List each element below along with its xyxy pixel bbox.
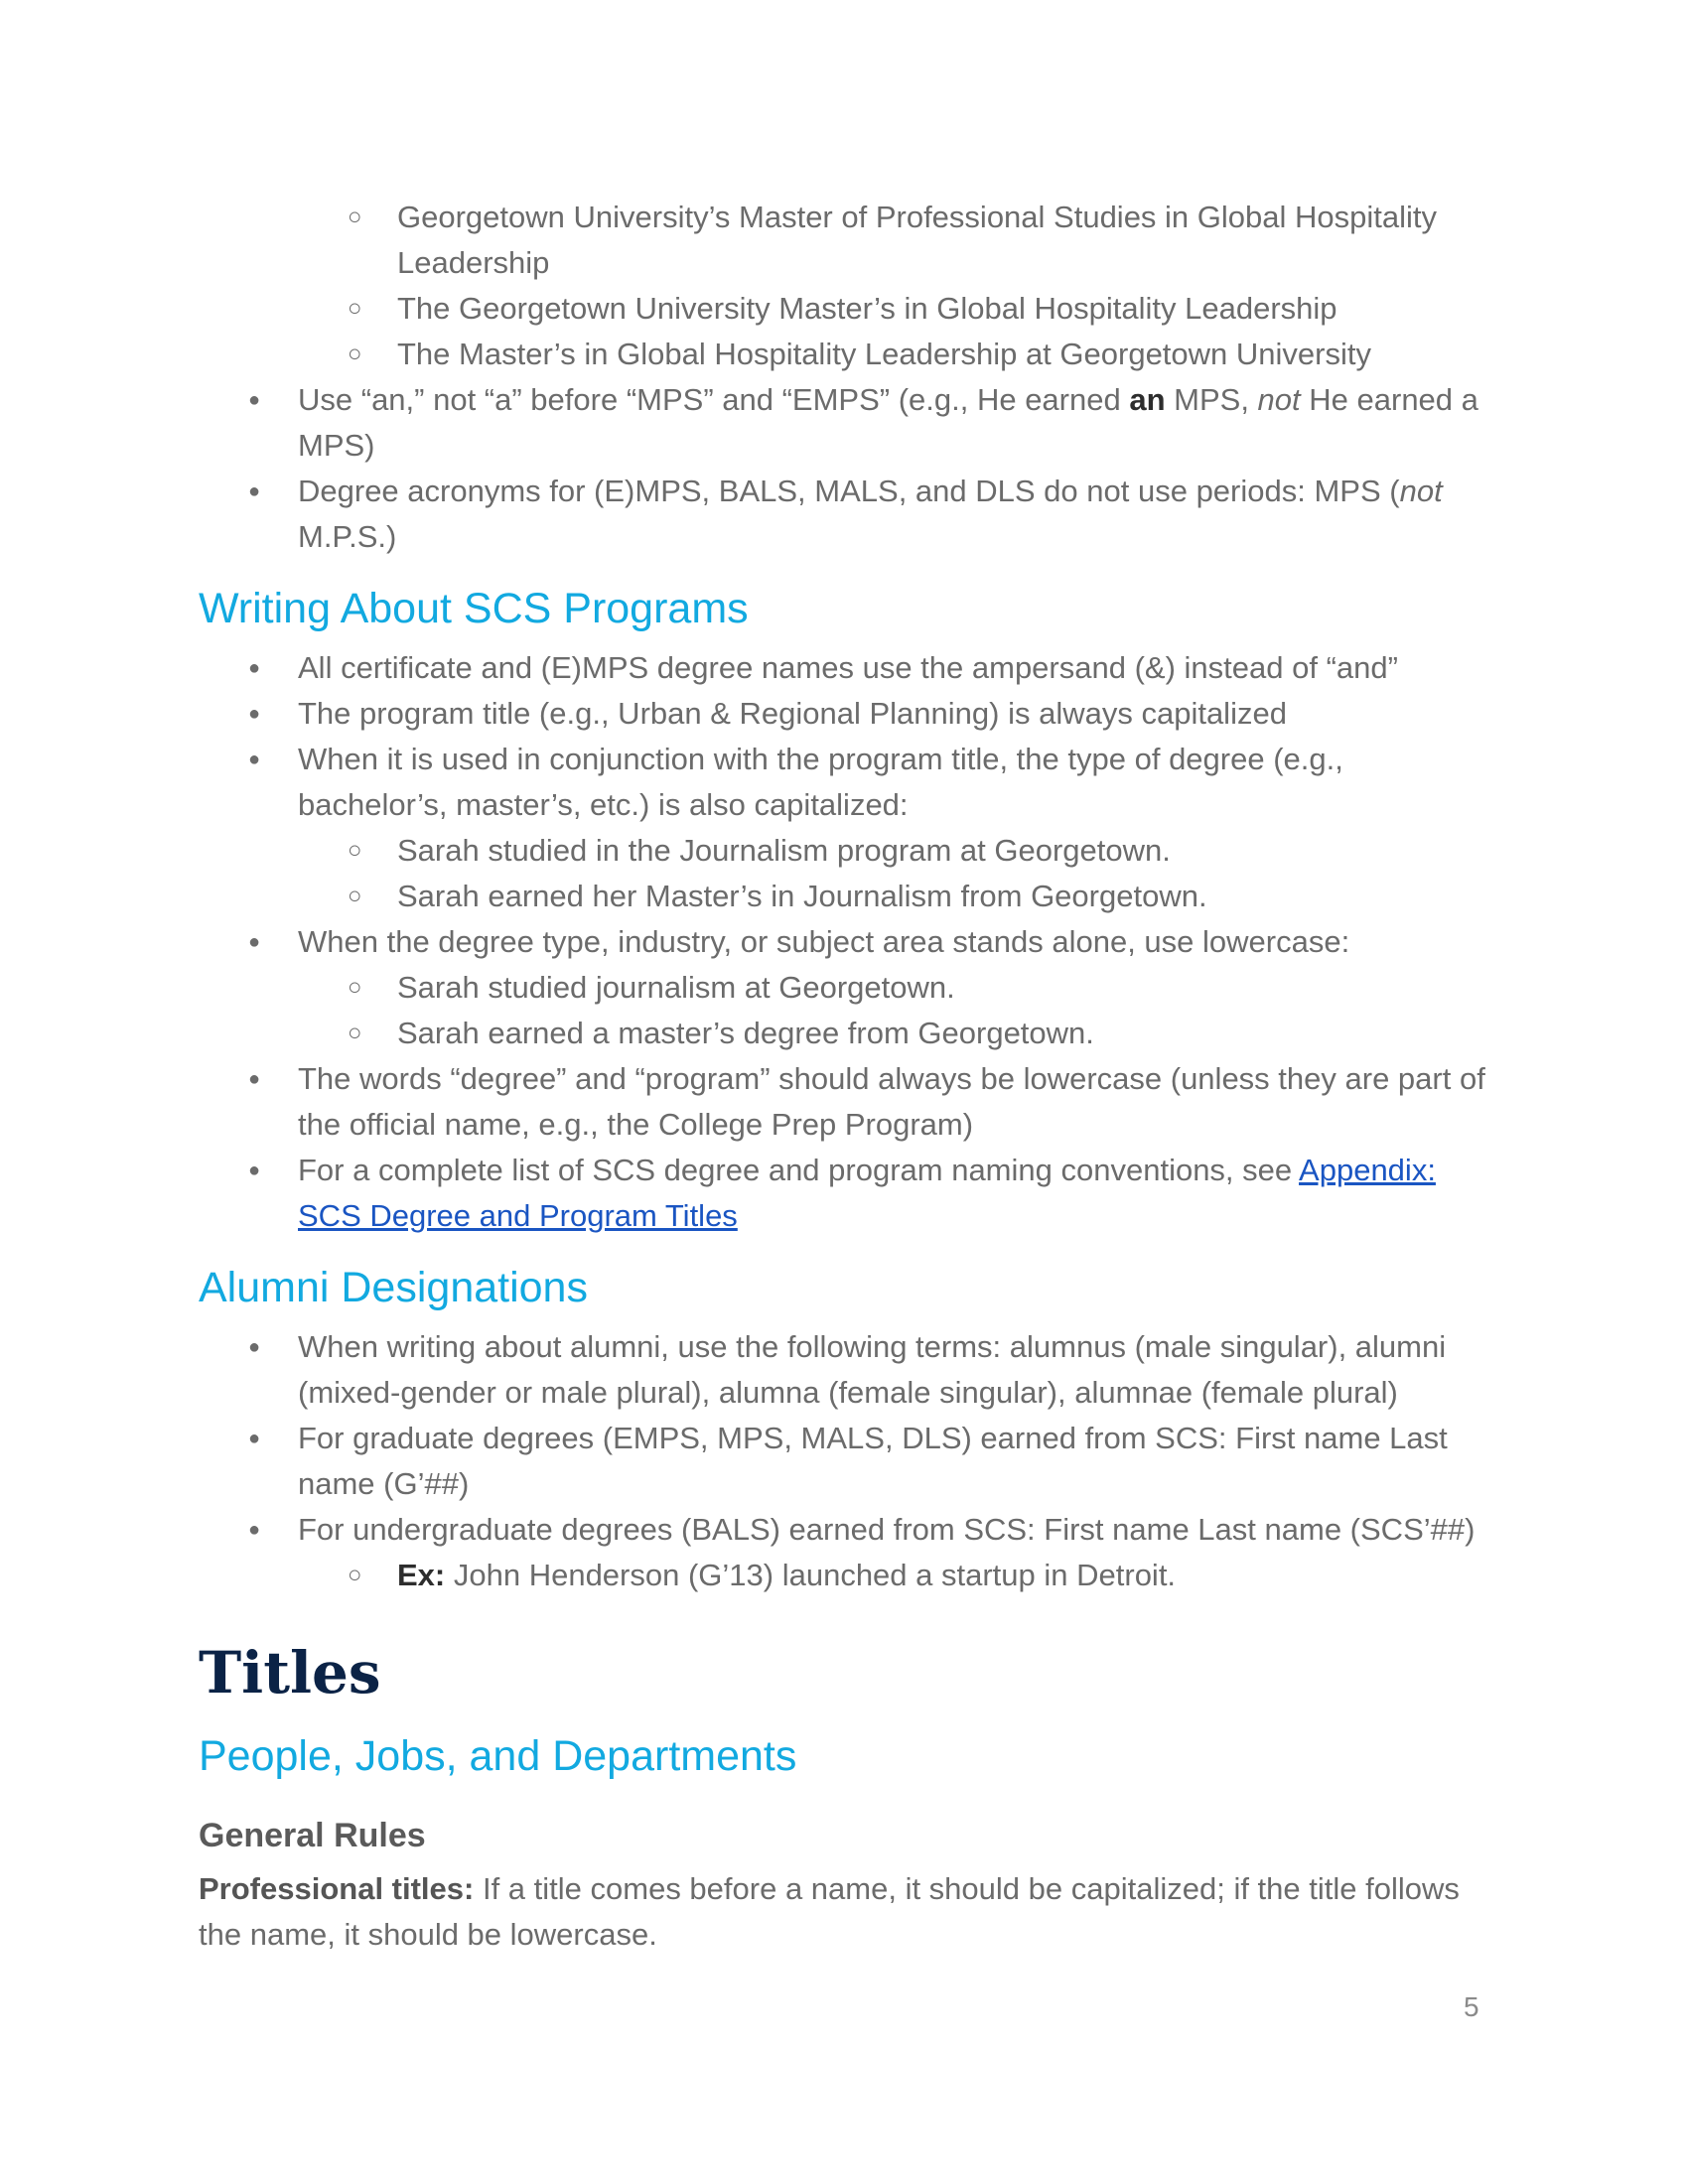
list-subitem-example: ○ Ex: John Henderson (G’13) launched a startup in Detroit. [199,1553,1489,1598]
list-item: ● For undergraduate degrees (BALS) earned from SCS: First name Last name (SCS’##) [199,1507,1489,1553]
list-item: ● The program title (e.g., Urban & Regional Planning) is always capitalized [199,691,1489,737]
appendix-link[interactable]: Appendix: SCS Degree and Program Titles [298,1153,1436,1233]
list-item-an-rule: ● Use “an,” not “a” before “MPS” and “EMPS” (e.g., He earned an MPS, not He earned a MPS) [199,377,1489,469]
document-body [199,195,1489,1958]
list-item: ● When it is used in conjunction with the program title, the type of degree (e.g., bachelor’s, master’s, etc.) is also capitalized: [199,737,1489,828]
list-item: ● When the degree type, industry, or subject area stands alone, use lowercase: [199,919,1489,965]
list-subitem: ○ Sarah earned her Master’s in Journalism from Georgetown. [199,874,1489,919]
subsection-heading-general-rules: General Rules [199,1817,426,1854]
list-item: ● The words “degree” and “program” should always be lowercase (unless they are part of the official name, e.g., the College Prep Program) [199,1056,1489,1148]
list-item: ● For a complete list of SCS degree and program naming conventions, see Appendix: SCS Degree and Program Titles [199,1148,1489,1239]
list-subitem: ○ The Georgetown University Master’s in Global Hospitality Leadership [199,286,1489,332]
page-title-titles: Titles [199,1639,381,1706]
list-item: ● For graduate degrees (EMPS, MPS, MALS, DLS) earned from SCS: First name Last name (G’##) [199,1416,1489,1507]
list-subitem: ○ Georgetown University’s Master of Professional Studies in Global Hospitality Leadership [199,195,1489,286]
list-subitem: ○ Sarah earned a master’s degree from Georgetown. [199,1011,1489,1056]
section-heading-writing: Writing About SCS Programs [199,585,749,632]
list-subitem: ○ Sarah studied in the Journalism program at Georgetown. [199,828,1489,874]
list-item: ● All certificate and (E)MPS degree names use the ampersand (&) instead of “and” [199,645,1489,691]
list-subitem: ○ Sarah studied journalism at Georgetown. [199,965,1489,1011]
page-number: 5 [1464,1991,1479,2022]
section-heading-people: People, Jobs, and Departments [199,1732,797,1780]
list-item-acronym-rule: ● Degree acronyms for (E)MPS, BALS, MALS, and DLS do not use periods: MPS (not M.P.S.) [199,469,1489,560]
paragraph-professional-titles: Professional titles: If a title comes before a name, it should be capitalized; if the title follows the name, it should be lowercase. [199,1871,1460,1952]
list-item: ● When writing about alumni, use the following terms: alumnus (male singular), alumni (mixed-gender or male plural), alumna (female singular), alumnae (female plural) [199,1324,1489,1416]
section-heading-alumni: Alumni Designations [199,1264,588,1311]
list-subitem: ○ The Master’s in Global Hospitality Leadership at Georgetown University [199,332,1489,377]
